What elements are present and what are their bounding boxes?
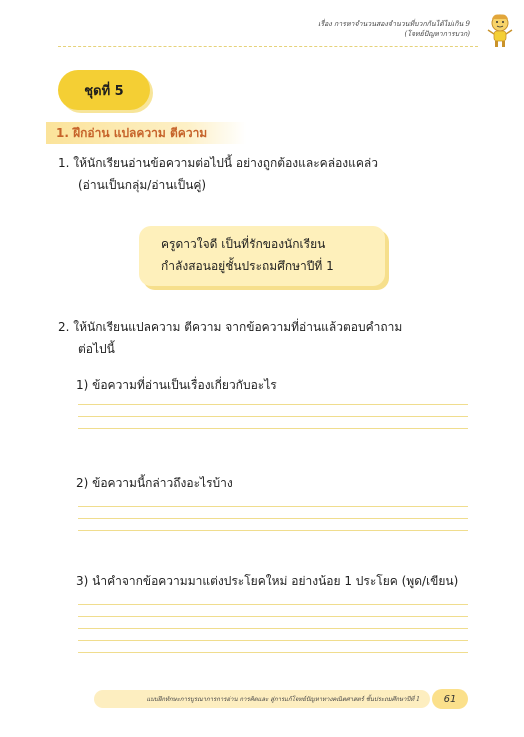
answer-lines-3[interactable]	[78, 604, 468, 664]
sub-question-2: 2) ข้อความนี้กล่าวถึงอะไรบ้าง	[76, 476, 233, 490]
answer-line	[78, 416, 468, 417]
answer-line	[78, 604, 468, 605]
answer-line	[78, 530, 468, 531]
header-subtitle: (โจทย์ปัญหาการบวก)	[404, 30, 470, 38]
footer-bar	[94, 690, 430, 708]
answer-line	[78, 652, 468, 653]
footer-text: แบบฝึกทักษะการบูรณาการการอ่าน การคิดและ สู่การแก้โจทย์ปัญหาทางคณิตศาสตร์ ชั้นประถมศึกษาปีที่ 1	[146, 696, 420, 703]
question-2-line1: 2. ให้นักเรียนแปลความ ตีความ จากข้อความที่อ่านแล้วตอบคำถาม	[58, 320, 403, 334]
sub-question-3: 3) นำคำจากข้อความมาแต่งประโยคใหม่ อย่างน้อย 1 ประโยค (พูด/เขียน)	[76, 574, 459, 588]
answer-line	[78, 404, 468, 405]
passage-line1: ครูดาวใจดี เป็นที่รักของนักเรียน	[161, 237, 326, 251]
question-1-line2: (อ่านเป็นกลุ่ม/อ่านเป็นคู่)	[78, 178, 207, 192]
header	[318, 19, 470, 39]
answer-line	[78, 518, 468, 519]
passage-line2: กำลังสอนอยู่ชั้นประถมศึกษาปีที่ 1	[161, 259, 334, 273]
question-2	[58, 316, 478, 360]
page-number: 61	[432, 689, 468, 709]
set-badge: ชุดที่ 5	[58, 70, 150, 110]
header-divider	[58, 46, 478, 47]
cartoon-child-mascot-icon	[484, 12, 516, 48]
question-2-line2: ต่อไปนี้	[78, 342, 115, 356]
question-1	[58, 152, 478, 196]
reading-passage-box	[139, 226, 385, 286]
answer-line	[78, 428, 468, 429]
section-title: 1. ฝึกอ่าน แปลความ ตีความ	[46, 122, 246, 144]
header-title: เรื่อง การหาจำนวนสองจำนวนที่บวกกันได้ไม่เกิน 9	[318, 20, 470, 28]
answer-line	[78, 506, 468, 507]
answer-line	[78, 628, 468, 629]
answer-line	[78, 640, 468, 641]
question-1-line1: 1. ให้นักเรียนอ่านข้อความต่อไปนี้ อย่างถูกต้องและคล่องแคล่ว	[58, 156, 378, 170]
answer-line	[78, 616, 468, 617]
answer-lines-2[interactable]	[78, 506, 468, 542]
answer-lines-1[interactable]	[78, 404, 468, 440]
sub-question-1: 1) ข้อความที่อ่านเป็นเรื่องเกี่ยวกับอะไร	[76, 378, 277, 392]
